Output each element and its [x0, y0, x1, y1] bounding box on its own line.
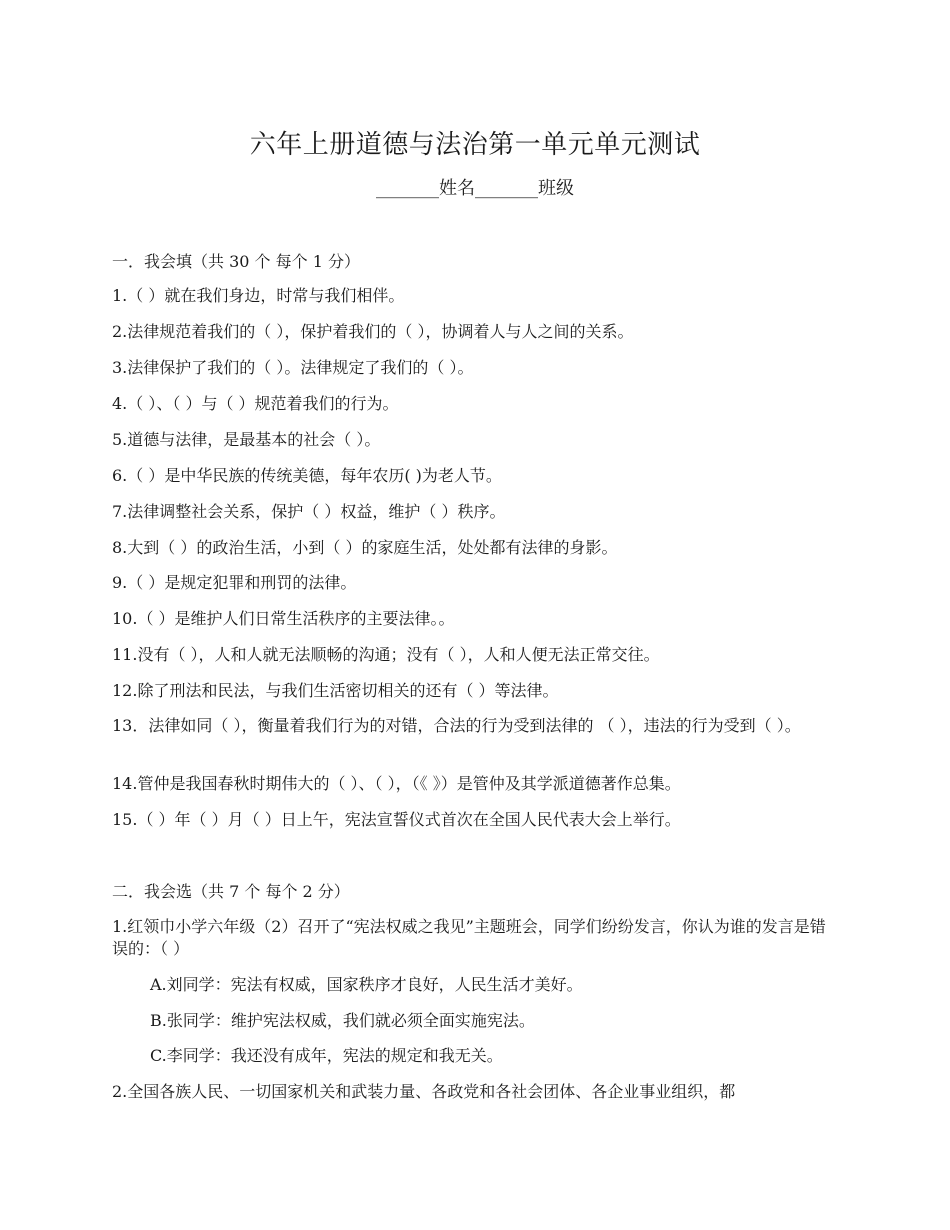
choice-option-c: C.李同学：我还没有成年，宪法的规定和我无关。 — [150, 1046, 503, 1065]
fill-question-8: 8.大到（ ）的政治生活，小到（ ）的家庭生活，处处都有法律的身影。 — [112, 538, 618, 557]
fill-question-4: 4.（ ）、（ ）与（ ）规范着我们的行为。 — [112, 394, 399, 413]
choice-option-b: B.张同学：维护宪法权威，我们就必须全面实施宪法。 — [150, 1011, 535, 1030]
fill-question-12: 12.除了刑法和民法，与我们生活密切相关的还有（ ）等法律。 — [112, 681, 559, 700]
fill-question-11: 11.没有（ ），人和人就无法顺畅的沟通；没有（ ），人和人便无法正常交往。 — [112, 645, 660, 664]
fill-question-13: 13．法律如同（ ），衡量着我们行为的对错，合法的行为受到法律的 （ ），违法的行为受到（ ）。 — [112, 716, 801, 735]
fill-question-10: 10.（ ）是维护人们日常生活秩序的主要法律。。 — [112, 609, 455, 628]
fill-question-14: 14.管仲是我国春秋时期伟大的（ ）、（ ），（《 》）是管仲及其学派道德著作总集。 — [112, 774, 681, 793]
fill-question-1: 1.（ ）就在我们身边，时常与我们相伴。 — [112, 286, 405, 305]
fill-question-15: 15.（ ）年（ ）月（ ）日上午，宪法宣誓仪式首次在全国人民代表大会上举行。 — [112, 810, 681, 829]
fill-question-7: 7.法律调整社会关系，保护（ ）权益，维护（ ）秩序。 — [112, 502, 506, 521]
fill-question-6: 6.（ ）是中华民族的传统美德，每年农历( )为老人节。 — [112, 466, 502, 485]
fill-question-5: 5.道德与法律，是最基本的社会（ ）。 — [112, 430, 381, 449]
section2-heading: 二．我会选（共 7 个 每个 2 分） — [112, 882, 350, 901]
fill-question-2: 2.法律规范着我们的（ ），保护着我们的（ ），协调着人与人之间的关系。 — [112, 322, 634, 341]
fill-question-3: 3.法律保护了我们的（ ）。法律规定了我们的（ ）。 — [112, 358, 474, 377]
name-class-line: _______姓名_______班级 — [376, 178, 574, 199]
choice-question-1: 1.红领巾小学六年级（2）召开了“宪法权威之我见”主题班会，同学们纷纷发言，你认为谁的发言是错误的：（ ） — [112, 917, 826, 958]
choice-question-2: 2.全国各族人民、一切国家机关和武装力量、各政党和各社会团体、各企业事业组织，都 — [112, 1082, 736, 1101]
page-title: 六年上册道德与法治第一单元单元测试 — [249, 130, 701, 160]
fill-question-9: 9.（ ）是规定犯罪和刑罚的法律。 — [112, 573, 357, 592]
choice-option-a: A.刘同学：宪法有权威，国家秩序才良好，人民生活才美好。 — [150, 975, 583, 994]
section1-heading: 一．我会填（共 30 个 每个 1 分） — [112, 252, 360, 271]
